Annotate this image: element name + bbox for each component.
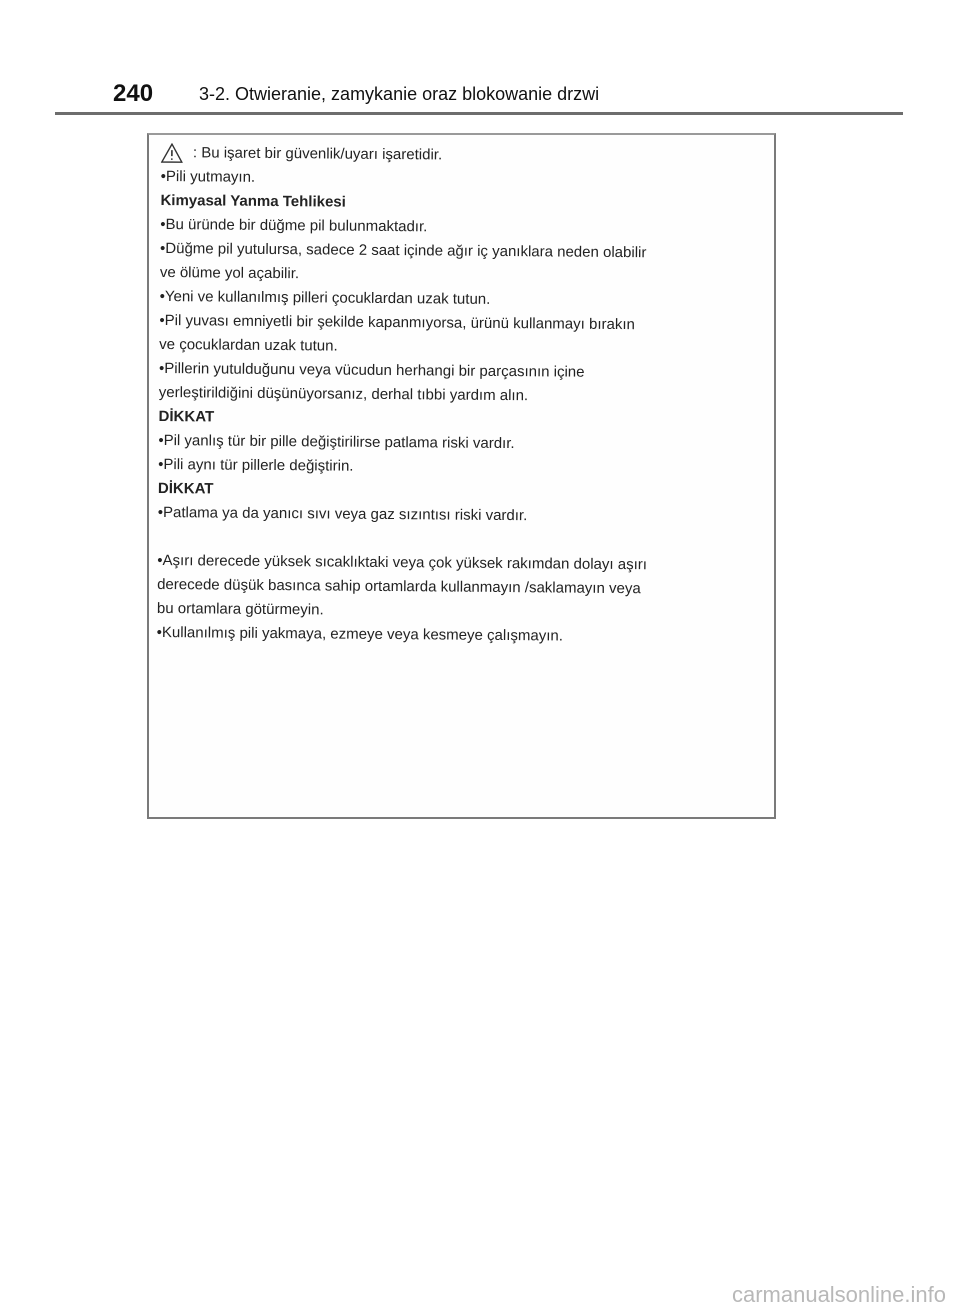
label-line: •Pil yanlış tür bir pille değiştirilirse patlama riski vardır. <box>158 431 515 453</box>
label-line: •Bu üründe bir düğme pil bulunmaktadır. <box>160 215 428 236</box>
label-line: •Patlama ya da yanıcı sıvı veya gaz sızıntısı riski vardır. <box>157 503 528 525</box>
label-line: ve ölüme yol açabilir. <box>159 263 300 283</box>
label-line: •Pil yuvası emniyetli bir şekilde kapanmıyorsa, ürünü kullanmayı bırakın <box>159 311 635 334</box>
label-line: •Yeni ve kullanılmış pilleri çocuklardan uzak tutun. <box>159 287 491 308</box>
label-line: ve çocuklardan uzak tutun. <box>159 335 338 355</box>
label-line: bu ortamlara götürmeyin. <box>156 599 324 619</box>
label-heading: DİKKAT <box>157 479 214 498</box>
battery-warning-label <box>147 133 776 819</box>
label-line: •Kullanılmış pili yakmaya, ezmeye veya kesmeye çalışmayın. <box>156 623 564 645</box>
header-rule <box>55 112 903 115</box>
label-line: •Pillerin yutulduğunu veya vücudun herhangi bir parçasının içine <box>158 359 585 381</box>
label-line: •Pili aynı tür pillerle değiştirin. <box>158 455 354 475</box>
label-line: •Aşırı derecede yüksek sıcaklıktaki veya çok yüksek rakımdan dolayı aşırı <box>157 551 648 574</box>
warning-triangle-icon <box>161 143 183 163</box>
label-heading: Kimyasal Yanma Tehlikesi <box>160 191 346 211</box>
label-heading: DİKKAT <box>158 407 215 426</box>
label-line: derecede düşük basınca sahip ortamlarda kullanmayın /saklamayın veya <box>157 575 641 598</box>
footer-watermark: carmanualsonline.info <box>731 1282 946 1307</box>
label-line: yerleştirildiğini düşünüyorsanız, derhal tıbbi yardım alın. <box>158 383 529 405</box>
label-content <box>157 141 764 650</box>
label-lines <box>157 165 764 650</box>
label-line: •Pili yutmayın. <box>160 167 256 186</box>
warning-symbol-note: : Bu işaret bir güvenlik/uyarı işaretidir. <box>192 144 443 164</box>
page-number: 240 <box>113 80 154 107</box>
section-title: 3-2. Otwieranie, zamykanie oraz blokowanie drzwi <box>199 84 600 104</box>
label-line: •Düğme pil yutulursa, sadece 2 saat içinde ağır iç yanıklara neden olabilir <box>159 239 647 262</box>
